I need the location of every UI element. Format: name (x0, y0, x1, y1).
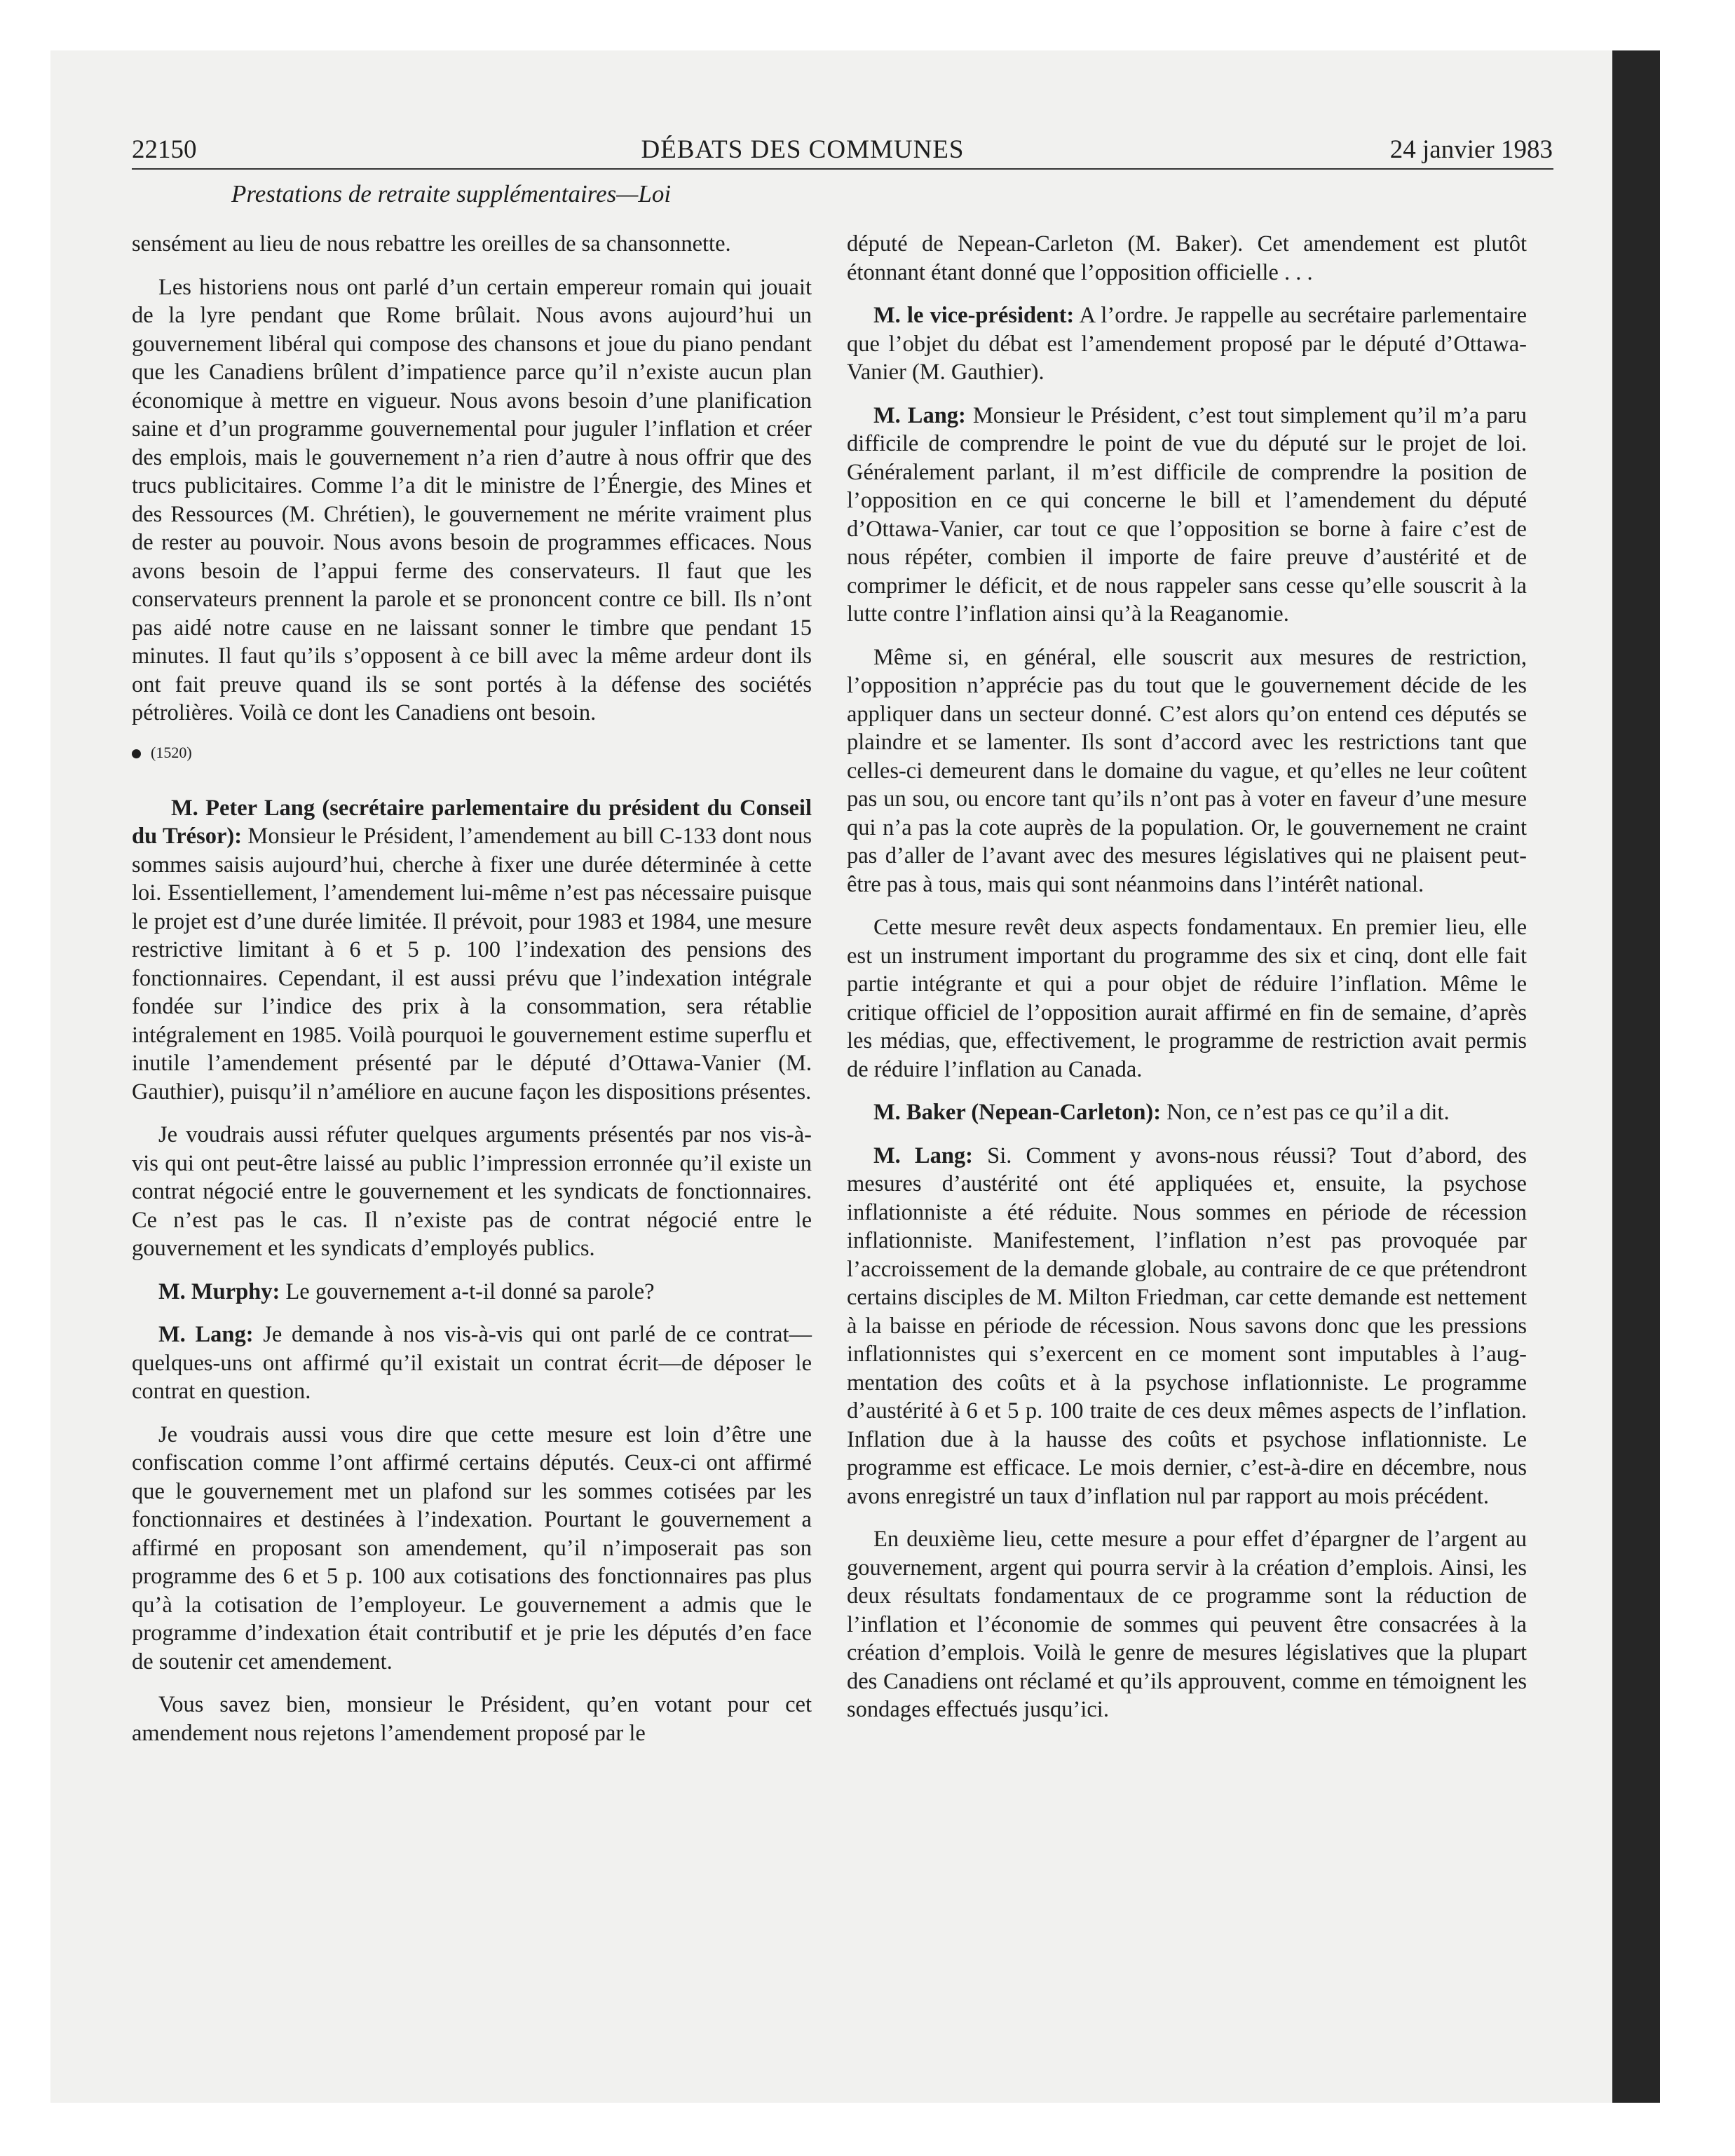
speaker-name: M. Lang: (158, 1322, 254, 1347)
speech-text: Si. Comment y avons-nous réussi? Tout d’abord, des mesures d’austérité ont été appliquées et, ensuite, la psychose inflationniste a été réduite. Nous sommes en période de récession inflationniste. Manifestement, l’inflation n’est pas provoquée par l’accroissement de la demande globale, au contraire de ce que prétendront certains disciples de M. Milton Friedman, car cette demande est nettement à la baisse en période de récession. Nous savons donc que les pressions inflationnistes qui s’exercent en ce moment sont imputables à l’augmentation des coûts et à la psychose inflationniste. Le programme d’austérité à 6 et 5 p. 100 traite de ces deux mêmes aspects de l’inflation. Inflation due à la hausse des coûts et psychose inflationniste. Le programme est efficace. Le mois dernier, c’est-à-dire en décembre, nous avons enregistré un taux d’inflation nul par rapport au mois précédent. (847, 1142, 1527, 1509)
publication-title: DÉBATS DES COMMUNES (641, 135, 965, 164)
speech-text: Monsieur le Président, l’amendement au bill C-133 dont nous sommes saisis aujourd’hui, cherche à fixer une durée déterminée à cette loi. Essentiellement, l’amendement lui-même n’est pas nécessaire puisque le projet est d’une durée limitée. Il prévoit, pour 1983 et 1984, une mesure restrictive limitant à 6 et 5 p. 100 l’indexation des pensions des fonctionnaires. Cependant, il est aussi prévu que l’indexation intégrale fondée sur l’indice des prix à la consommation, sera rétablie intégralement en 1985. Voilà pourquoi le gouvernement estime superflu et inutile l’amendement présenté par le député d’Ottawa-Vanier (M. Gauthier), puisqu’il n’améliore en aucune façon les dispositions présentes. (132, 824, 812, 1105)
speech-text: Monsieur le Président, c’est tout simplement qu’il m’a paru difficile de comprendre le point de vue du député sur le projet de loi. Généralement parlant, il m’est difficile de comprendre la position de l’opposition en ce qui concerne le bill et l’amendement du député d’Ottawa-Vanier, car tout ce que l’opposition se borne à faire c’est de nous répéter, combien il importe de faire preuve d’austérité et de comprimer le déficit, et de nous rappeler sans cesse qu’elle souscrit à la lutte contre l’inflation ainsi qu’à la Reaganomie. (847, 402, 1527, 627)
scan-edge-shadow (1612, 50, 1660, 2103)
speech-paragraph (847, 402, 1527, 629)
speech-paragraph (132, 1278, 812, 1306)
time-marker (132, 742, 812, 763)
time-marker-label: (1520) (151, 743, 192, 761)
paragraph: Les historiens nous ont parlé d’un certain empereur romain qui jouait de la lyre pendant que Rome brûlait. Nous avons aujourd’hui un gouvernement libéral qui compose des chansons et joue du piano pendant que les Canadiens brûlent d’impatience parce qu’il n’existe aucun plan économique à mettre en vigueur. Nous avons besoin d’une planification saine et d’un programme gouvernemental pour juguler l’inflation et créer des emplois, mais le gouvernement n’a rien d’autre à nous offrir que des trucs publicitaires. Comme l’a dit le ministre de l’Énergie, des Mines et des Ressources (M. Chrétien), le gouvernement ne mérite vraiment plus de rester au pouvoir. Nous avons besoin de programmes efficaces. Nous avons besoin de l’appui ferme des conservateurs. Il faut que les conservateurs prennent la parole et se prononcent contre ce bill. Ils n’ont pas aidé notre cause en ne laissant sonner le timbre que pendant 15 minutes. Il faut qu’ils s’opposent à ce bill avec la même ardeur dont ils ont fait preuve quand ils se sont portés à la défense des sociétés pétrolières. Voilà ce dont les Canadiens ont besoin. (132, 274, 812, 725)
speech-text: Je demande à nos vis-à-vis qui ont parlé de ce contrat—quelques-uns ont affirmé qu’il existait un contrat écrit—de déposer le contrat en question. (132, 1322, 812, 1404)
speaker-name: M. le vice-président: (873, 303, 1075, 328)
paragraph: sensément au lieu de nous rebattre les oreilles de sa chansonnette. (132, 231, 731, 257)
speaker-name: M. Murphy: (158, 1278, 280, 1304)
paragraph: Je voudrais aussi vous dire que cette mesure est loin d’être une confiscation comme l’ont affirmé certains députés. Ceux-ci ont affirmé que le gouvernement met un plafond sur les sommes cotisées par les fonctionnaires et destinées à l’indexation. Pourtant le gouvernement a affirmé en proposant son amendement, qu’il n’imposerait pas son programme des 6 et 5 p. 100 aux cotisations des fonctionnaires pas plus qu’à la cotisation de l’employeur. Le gouvernement a admis que le programme d’indexation était contributif et je prie les députés d’en face de soutenir cet amendement. (132, 1421, 812, 1674)
speech-paragraph (847, 301, 1527, 387)
speaker-name: M. Baker (Nepean-Carleton): (873, 1100, 1162, 1125)
page-number: 22150 (132, 135, 197, 164)
speech-paragraph (132, 1321, 812, 1406)
speech-paragraph (847, 1098, 1527, 1127)
speaker-name: M. Lang: (873, 402, 966, 428)
paragraph: Cette mesure revêt deux aspects fondamentaux. En premier lieu, elle est un instrument important du programme des six et cinq, dont elle fait partie intégrante et qui a pour objet de réduire l’inflation. Même le critique officiel de l’opposition aurait affirmé en fin de semaine, d’après les médias, que, effectivement, le programme de restriction avait permis de réduire l’inflation au Canada. (847, 915, 1527, 1082)
paragraph: Même si, en général, elle souscrit aux mesures de restriction, l’opposition n’apprécie pas du tout que le gouvernement décide de les appliquer dans un secteur donné. C’est alors qu’on entend ces députés se plaindre et se lamenter. Ils sont d’accord avec les restrictions tant que celles-ci demeurent dans le domaine du vague, et qu’elles ne leur coûtent pas un sou, ou encore tant qu’ils n’ont pas à voter en faveur d’une mesure qui n’a pas la cote auprès de la population. Or, le gouvernement ne craint pas d’aller de l’avant avec des mesures législatives qui ne plaisent peut-être pas à tous, mais qui sont néanmoins dans l’intérêt national. (847, 644, 1527, 897)
speech-text: A l’ordre. Je rappelle au secrétaire parlementaire que l’objet du débat est l’amendement proposé par le député d’Ottawa-Vanier (M. Gauthier). (847, 303, 1528, 385)
paragraph: En deuxième lieu, cette mesure a pour effet d’épargner de l’argent au gouvernement, argent qui pourra servir à la création d’emplois. Ainsi, les deux résultats fondamentaux de ce programme sont la réduction de l’inflation et l’économie de sommes qui peuvent être consacrées à la création d’emplois. Voilà le genre de mesures législatives que la plupart des Canadiens ont réclamé et qu’ils approuvent, comme en témoignent les sondages effectués jusqu’ici. (847, 1527, 1527, 1722)
paragraph: Vous savez bien, monsieur le Président, qu’en votant pour cet amendement nous rejetons l’amendement proposé par le (132, 1692, 812, 1746)
right-column (847, 230, 1527, 1739)
speaker-name: M. Peter Lang (secrétaire parlementaire du président du Conseil du Trésor): (132, 795, 812, 849)
speech-text: Non, ce n’est pas ce qu’il a dit. (1161, 1100, 1450, 1125)
speaker-name: M. Lang: (873, 1142, 973, 1168)
left-column (132, 230, 812, 1762)
speech-paragraph (132, 794, 812, 1107)
bullet-icon (132, 749, 141, 758)
speech-paragraph (847, 1142, 1527, 1511)
speech-text: Le gouvernement a-t-il donné sa parole? (280, 1278, 655, 1304)
paragraph: député de Nepean-Carleton (M. Baker). Cet amendement est plutôt étonnant étant donné que l’opposition officielle . . . (847, 231, 1527, 285)
running-title: Prestations de retraite supplémentaires—Loi (231, 180, 672, 207)
header-rule (132, 168, 1553, 170)
page-date: 24 janvier 1983 (1389, 135, 1553, 164)
paragraph: Je voudrais aussi réfuter quelques arguments présentés par nos vis-à-vis qui ont peut-être laissé au public l’impression erronnée qu’il existe un contrat négocié entre le gouvernement et les syndicats de fonctionnaires. Ce n’est pas le cas. Il n’existe pas de contrat négocié entre le gouvernement et les syndicats d’employés publics. (132, 1122, 812, 1261)
